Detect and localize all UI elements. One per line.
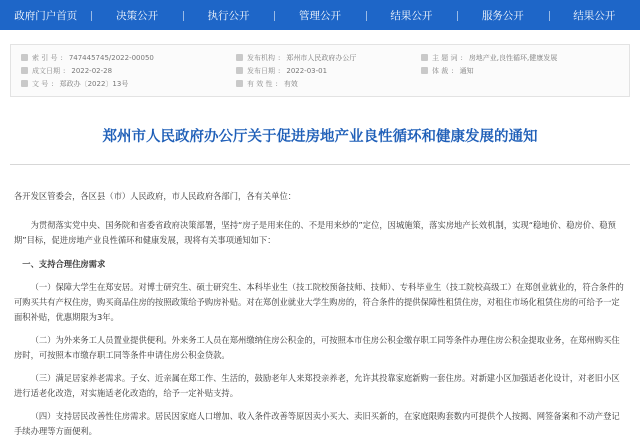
meta-value: 747445745/2022-00050 [68,53,154,62]
meta-cell: 发布机构 : 郑州市人民政府办公厅 [236,53,421,63]
meta-label: 发布日期 [247,66,275,75]
nav-item-decision[interactable]: 决策公开 [91,8,182,23]
meta-label: 有 效 性 [247,79,273,88]
top-nav [0,0,640,30]
document-icon [21,80,28,87]
document-meta-panel [10,44,630,97]
meta-label: 发布机构 [247,53,275,62]
policy-item: （一）保障大学生在郑安居。对博士研究生、硕士研究生、本科毕业生（技工院校预备技师、技师）、专科毕业生（技工院校高级工）在郑创业就业的，符合条件的可购买共有产权住房，购买商品住房的按照政策给予购房补贴。对在郑创业就业大学生购房的，符合条件的提供保障性租赁住房，对租住市场化租赁住房的可给予一定面积补贴，优惠期限为3年。 [14,282,624,322]
policy-item: （四）支持居民改善性住房需求。居民因家庭人口增加、收入条件改善等原因卖小买大、卖旧买新的，在家庭限购套数内可提供个人按揭、网签备案和不动产登记手续办理等方面便利。 [14,411,620,436]
section-heading: 一、支持合理住房需求 [22,259,106,269]
meta-label: 主 题 词 [432,53,458,62]
nav-item-execution[interactable]: 执行公开 [183,8,274,23]
meta-value: 2022-02-28 [71,66,113,75]
meta-value: 郑州市人民政府办公厅 [286,53,357,62]
salutation: 各开发区管委会，各区县（市）人民政府，市人民政府各部门，各有关单位： [14,191,297,201]
meta-row [21,64,619,77]
meta-cell: 索 引 号 : 747445745/2022-00050 [21,53,236,63]
calendar-icon [21,67,28,74]
validity-icon [236,80,243,87]
meta-cell: 有 效 性 : 有效 [236,79,421,89]
meta-value: 通知 [459,66,474,75]
meta-value: 房地产业,良性循环,健康发展 [468,53,558,62]
meta-cell: 文 号 : 郑政办〔2022〕13号 [21,79,236,89]
nav-item-results[interactable]: 结果公开 [366,8,457,23]
meta-cell: 成文日期 : 2022-02-28 [21,66,236,76]
meta-label: 成文日期 [32,66,60,75]
nav-item-results-2[interactable]: 结果公开 [549,8,640,23]
genre-icon [421,67,428,74]
meta-row [21,51,619,64]
meta-label: 文 号 [32,79,49,88]
nav-item-home[interactable]: 政府门户首页 [14,9,78,22]
title-divider [10,164,630,165]
nav-item-service[interactable]: 服务公开 [457,8,548,23]
meta-cell: 体 裁 : 通知 [421,66,619,76]
meta-label: 体 裁 [432,66,449,75]
publisher-icon [236,54,243,61]
intro-paragraph: 为贯彻落实党中央、国务院和省委省政府决策部署，坚持“房子是用来住的、不是用来炒的”定位，因城施策，落实房地产长效机制，实现“稳地价、稳房价、稳预期”目标，促进房地产业良性循环和健康发展，现将有关事项通知如下： [14,220,616,245]
meta-cell: 发布日期 : 2022-03-01 [236,66,421,76]
document-body [14,189,626,439]
policy-item: （三）满足居家养老需求。子女、近亲属在郑工作、生活的，鼓励老年人来郑投亲养老，允许其投靠家庭新购一套住房。对新建小区加强适老化设计，对老旧小区进行适老化改造，对实施适老化改造的，给予一定补贴支持。 [14,373,620,398]
meta-cell: 主 题 词 : 房地产业,良性循环,健康发展 [421,53,619,63]
meta-value: 郑政办〔2022〕13号 [59,79,129,88]
document-title: 郑州市人民政府办公厅关于促进房地产业良性循环和健康发展的通知 [102,129,538,145]
index-icon [21,54,28,61]
nav-item-management[interactable]: 管理公开 [274,8,365,23]
policy-item: （二）为外来务工人员置业提供便利。外来务工人员在郑州缴纳住房公积金的，可按照本市住房公积金缴存职工同等条件办理住房公积金提取业务，在郑州购买住房时，可按照本市缴存职工同等条件申请住房公积金贷款。 [14,335,620,360]
meta-value: 有效 [283,79,298,88]
meta-row [21,77,619,90]
meta-label: 索 引 号 [32,53,58,62]
keyword-icon [421,54,428,61]
calendar-icon [236,67,243,74]
meta-value: 2022-03-01 [286,66,328,75]
